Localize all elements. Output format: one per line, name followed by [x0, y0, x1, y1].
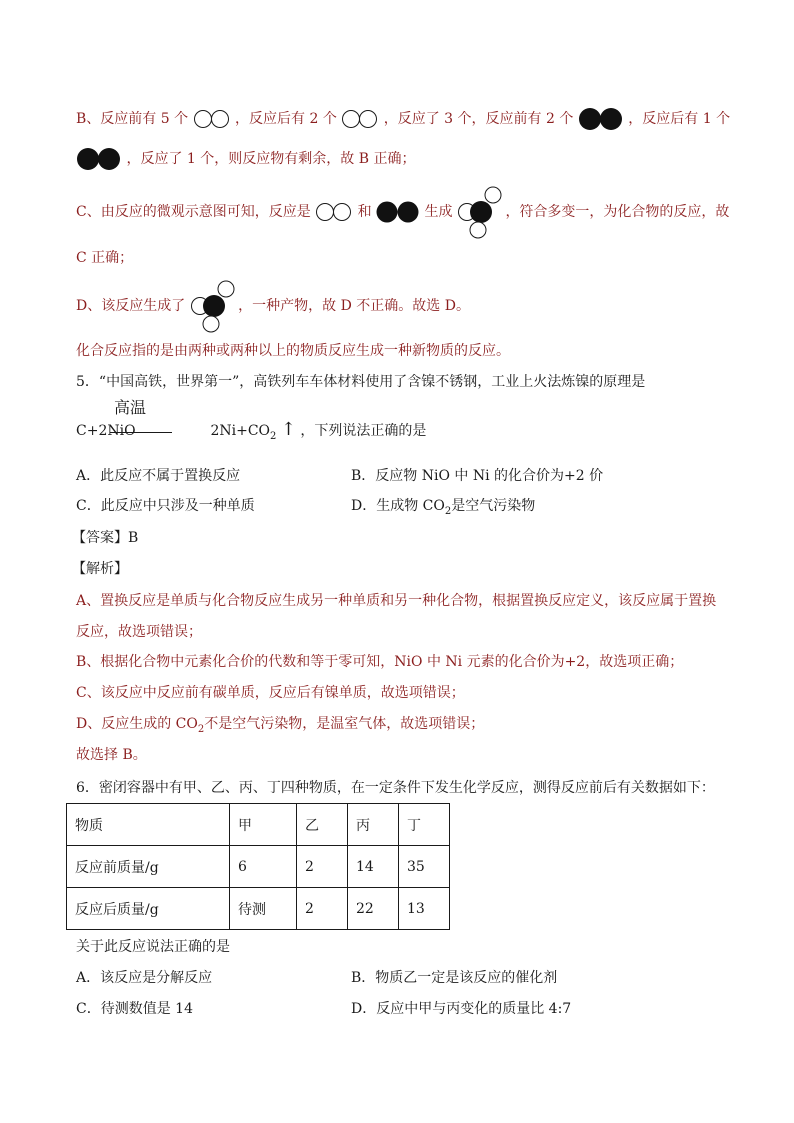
q5-analysis-b: B、根据化合物中元素化合价的代数和等于零可知，NiO 中 Ni 元素的化合价为+2，故选项正确； — [76, 654, 684, 670]
q6-question: 关于此反应说法正确的是 — [76, 939, 230, 955]
table-cell: 6 — [230, 846, 297, 888]
reaction-data-table — [66, 803, 450, 930]
table-header-cell: 丁 — [399, 804, 450, 846]
white-atom-pair-icon — [193, 108, 231, 130]
black-atom-pair-icon — [578, 107, 624, 131]
q5-analysis-title: 【解析】 — [72, 561, 128, 577]
table-cell: 13 — [399, 888, 450, 930]
explanation-c-line1: C、由反应的微观示意图可知，反应是 和 生成 ，符合多变一，为化合物的反应，故 — [76, 200, 729, 224]
table-cell: 35 — [399, 846, 450, 888]
q6-option-a: A．该反应是分解反应 — [76, 970, 213, 986]
explanation-b-line2: ，反应了 1 个，则反应物有剩余，故 B 正确； — [76, 147, 415, 171]
white-atom-pair-icon — [315, 201, 353, 223]
definition-text: 化合反应指的是由两种或两种以上的物质反应生成一种新物质的反应。 — [76, 343, 510, 359]
product-molecule-icon — [457, 200, 501, 224]
chemical-equation: C+2NiO 高温 $2Ni+CO_2$ ↑ — [76, 398, 296, 442]
q5-analysis-c: C、该反应中反应前有碳单质，反应后有镍单质，故选项错误； — [76, 685, 465, 701]
q5-option-b: B．反应物 NiO 中 Ni 的化合价为+2 价 — [351, 468, 604, 484]
q5-option-c: C．此反应中只涉及一种单质 — [76, 498, 255, 514]
table-row — [67, 888, 450, 930]
black-atom-pair-icon — [76, 147, 122, 171]
q6-option-b: B．物质乙一定是该反应的催化剂 — [351, 970, 558, 986]
question-6-stem: 6．密闭容器中有甲、乙、丙、丁四种物质，在一定条件下发生化学反应，测得反应前后有关数据如下： — [76, 780, 715, 796]
q5-option-d: D．生成物 $CO_2$是空气污染物 — [351, 498, 536, 517]
q5-analysis-a1: A、置换反应是单质与化合物反应生成另一种单质和另一种化合物，根据置换反应定义，该反应属于置换 — [76, 593, 717, 609]
table-cell: 反应后质量/g — [67, 888, 230, 930]
reaction-condition: 高温 — [114, 398, 147, 417]
table-cell: 待测 — [230, 888, 297, 930]
table-header-cell: 甲 — [230, 804, 297, 846]
table-header-cell: 乙 — [297, 804, 348, 846]
question-5-stem: 5．“中国高铁，世界第一”，高铁列车车体材料使用了含镍不锈钢，工业上火法炼镍的原理是 — [76, 374, 646, 390]
table-cell: 2 — [297, 888, 348, 930]
gas-arrow-icon: ↑ — [280, 419, 296, 440]
table-header-cell: 丙 — [348, 804, 399, 846]
reaction-equals-line — [110, 432, 172, 433]
q5-option-a: A．此反应不属于置换反应 — [76, 468, 241, 484]
q6-option-c: C．待测数值是 14 — [76, 1001, 193, 1017]
product-molecule-icon — [190, 294, 234, 318]
table-cell: 14 — [348, 846, 399, 888]
q5-analysis-conclusion: 故选择 B。 — [76, 747, 147, 763]
table-row — [67, 846, 450, 888]
table-header-cell: 物质 — [67, 804, 230, 846]
question-5-equation: C+2NiO 高温 $2Ni+CO_2$ ↑ ，下列说法正确的是 — [76, 420, 426, 447]
white-atom-pair-icon — [341, 108, 379, 130]
q5-analysis-a2: 反应，故选项错误； — [76, 624, 202, 640]
q5-analysis-d: D、反应生成的 $CO_2$不是空气污染物，是温室气体，故选项错误； — [76, 716, 485, 735]
black-atom-pair-icon — [376, 200, 420, 224]
table-cell: 22 — [348, 888, 399, 930]
q6-option-d: D．反应中甲与丙变化的质量比 4:7 — [351, 1001, 572, 1017]
table-cell: 2 — [297, 846, 348, 888]
table-header-row — [67, 804, 450, 846]
table-cell: 反应前质量/g — [67, 846, 230, 888]
explanation-d-line: D、该反应生成了 ，一种产物，故 D 不正确。故选 D。 — [76, 294, 470, 318]
explanation-c-line2: C 正确； — [76, 250, 134, 266]
explanation-b-line1: B、反应前有 5 个 ，反应后有 2 个 ，反应了 3 个，反应前有 2 个 ，反应后有 1 个 — [76, 107, 730, 131]
q5-answer: 【答案】B — [72, 530, 139, 546]
